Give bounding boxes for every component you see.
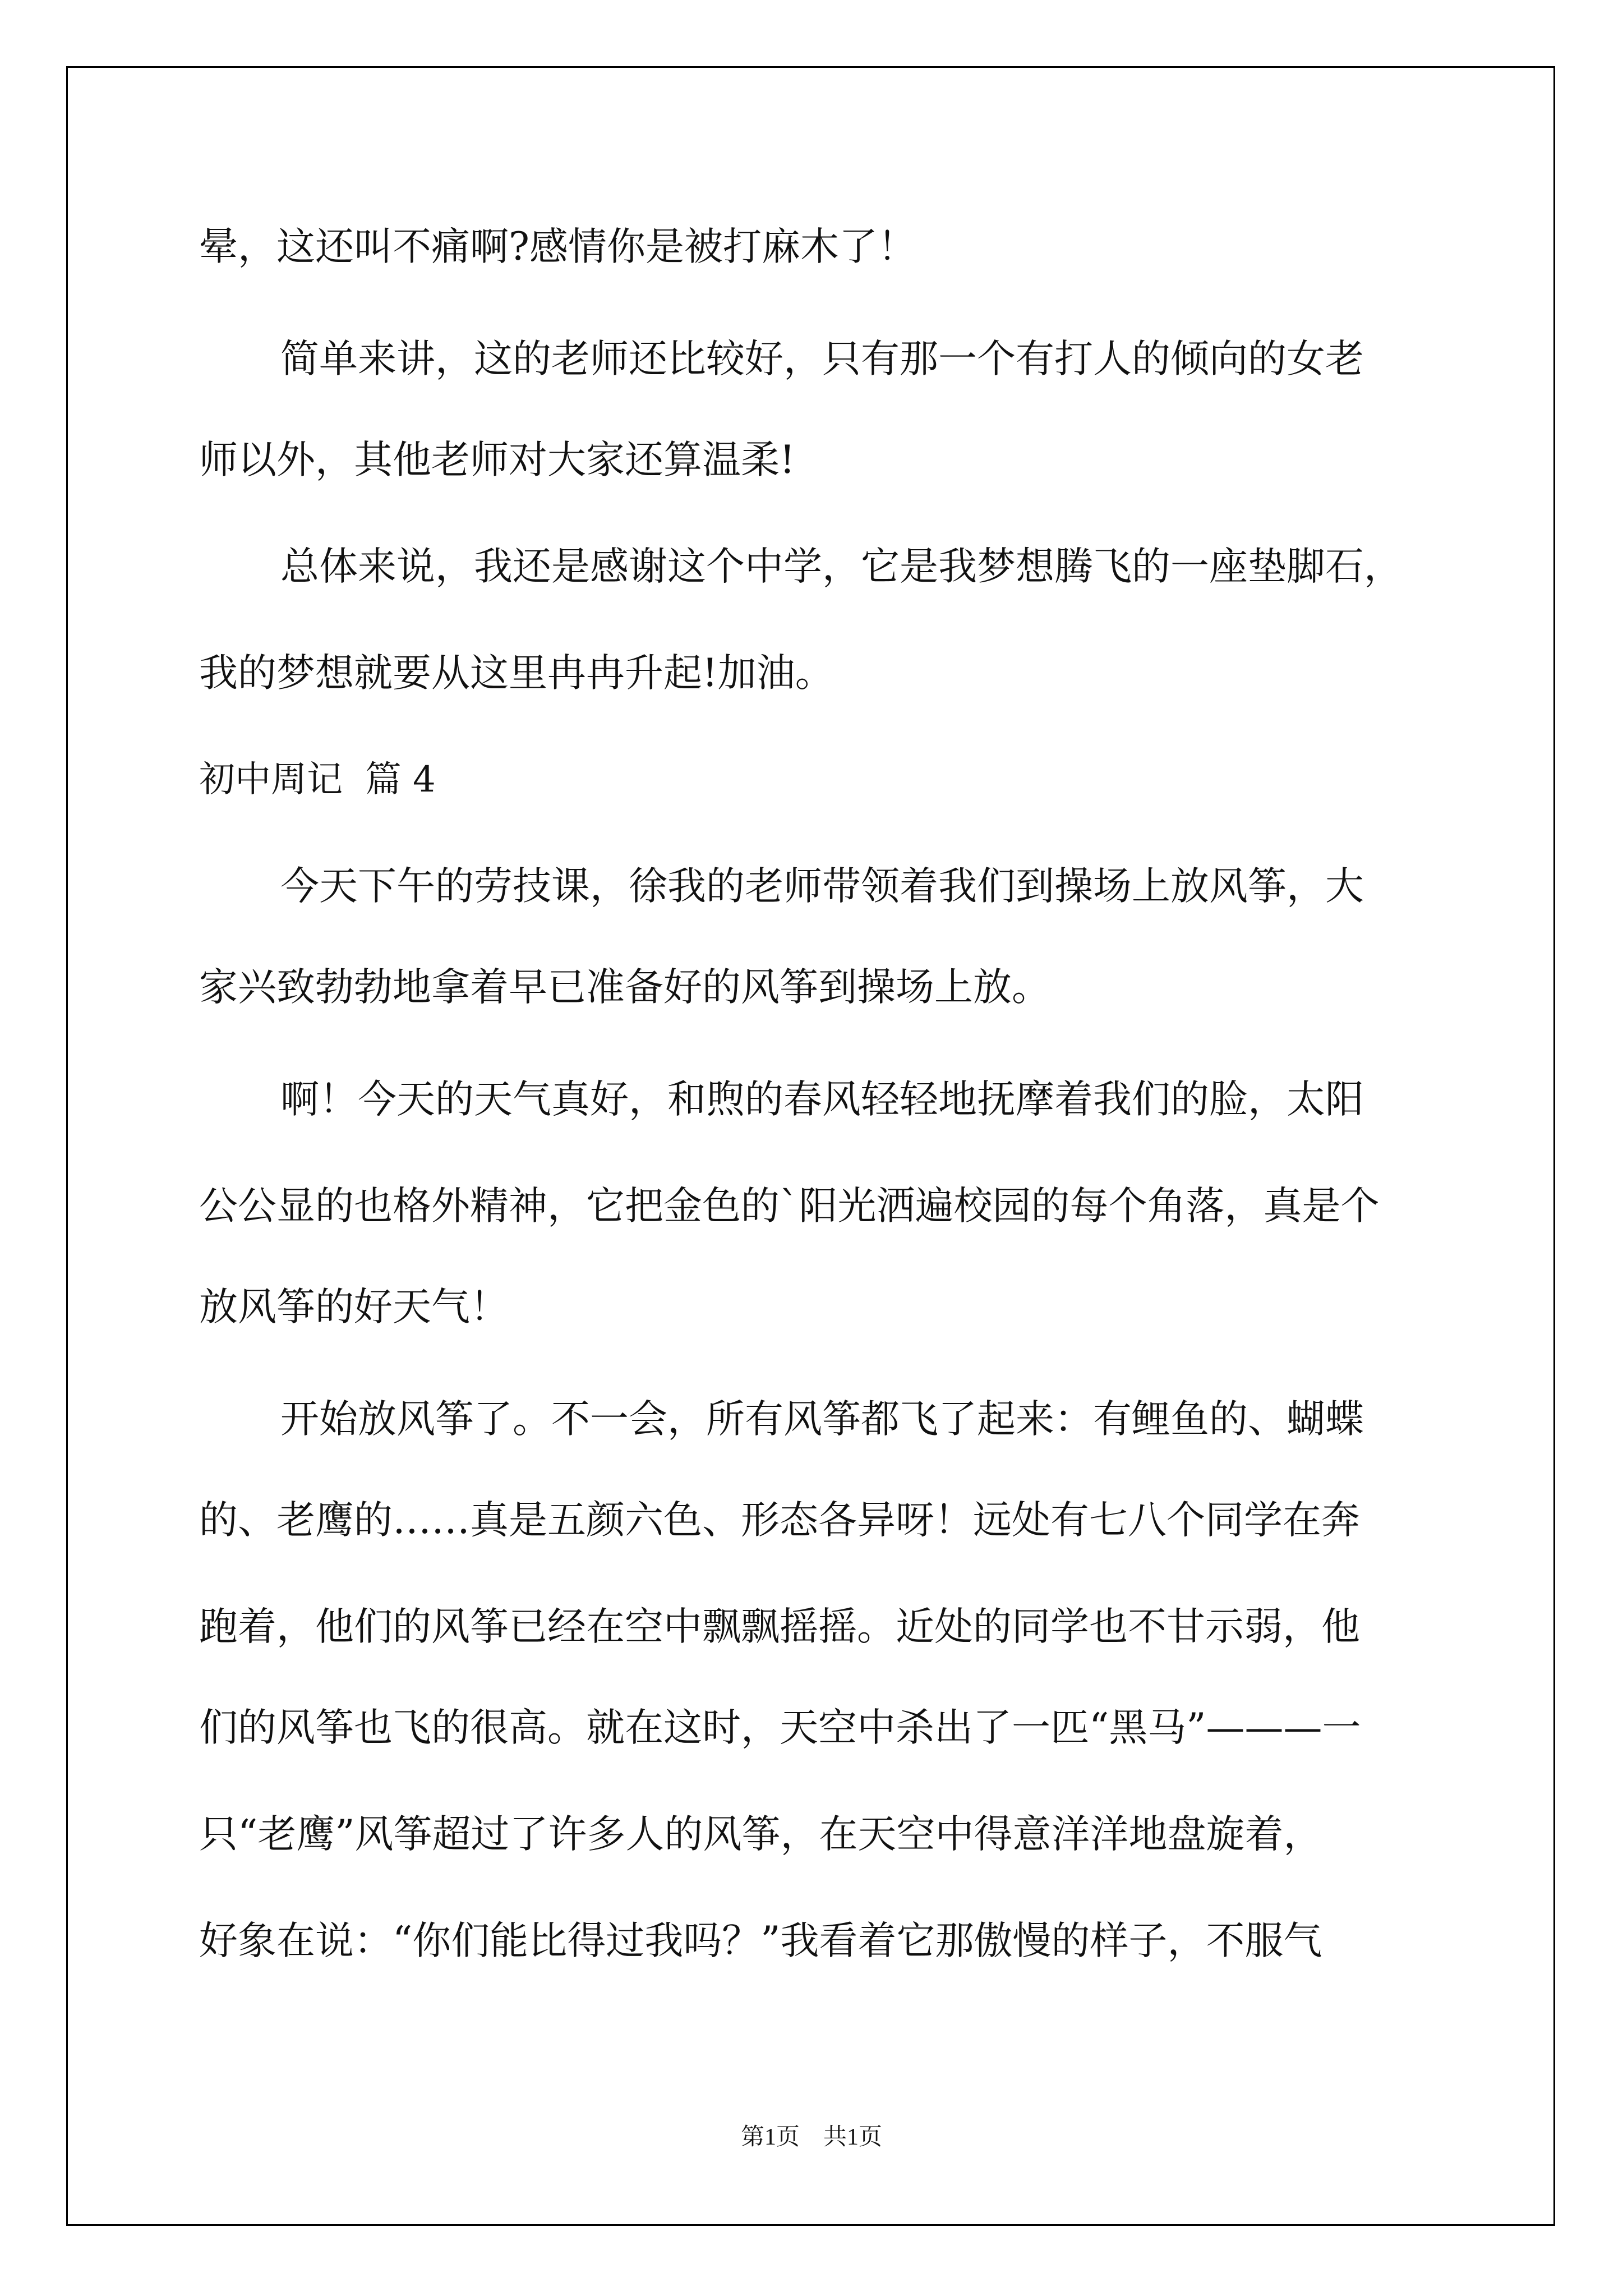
body-line: 好象在说：“你们能比得过我吗？”我看着它那傲慢的样子，不服气 xyxy=(199,1918,1322,1963)
body-line: 家兴致勃勃地拿着早已准备好的风筝到操场上放。 xyxy=(199,965,1050,1010)
body-line: 只“老鹰”风筝超过了许多人的风筝，在天空中得意洋洋地盘旋着， xyxy=(199,1812,1322,1857)
body-line: 晕，这还叫不痛啊?感情你是被打麻木了！ xyxy=(199,224,916,269)
body-line: 师以外，其他老师对大家还算温柔! xyxy=(199,438,795,482)
paragraph-first-line: 今天下午的劳技课，徐我的老师带领着我们到操场上放风筝，大 xyxy=(280,864,1364,909)
body-line: 放风筝的好天气！ xyxy=(199,1285,509,1329)
body-line: 跑着，他们的风筝已经在空中飘飘摇摇。近处的同学也不甘示弱，他 xyxy=(199,1604,1360,1649)
body-line: 公公显的也格外精神，它把金色的`阳光洒遍校园的每个角落，真是个 xyxy=(199,1184,1380,1228)
body-line: 我的梦想就要从这里冉冉升起!加油。 xyxy=(199,651,834,696)
body-line: 的、老鹰的……真是五颜六色、形态各异呀！远处有七八个同学在奔 xyxy=(199,1498,1360,1543)
paragraph-first-line: 简单来讲，这的老师还比较好，只有那一个有打人的倾向的女老 xyxy=(280,337,1364,381)
body-line: 们的风筝也飞的很高。就在这时，天空中杀出了一匹“黑马”———一 xyxy=(199,1705,1361,1750)
page-border xyxy=(66,66,1555,2226)
paragraph-first-line: 啊！今天的天气真好，和煦的春风轻轻地抚摩着我们的脸，太阳 xyxy=(280,1077,1364,1122)
section-heading: 初中周记 篇 4 xyxy=(199,759,436,800)
paragraph-first-line: 总体来说，我还是感谢这个中学，它是我梦想腾飞的一座垫脚石， xyxy=(280,544,1403,589)
page-number-footer: 第1页 共1页 xyxy=(740,2124,882,2150)
paragraph-first-line: 开始放风筝了。不一会，所有风筝都飞了起来：有鲤鱼的、蝴蝶 xyxy=(280,1397,1364,1442)
